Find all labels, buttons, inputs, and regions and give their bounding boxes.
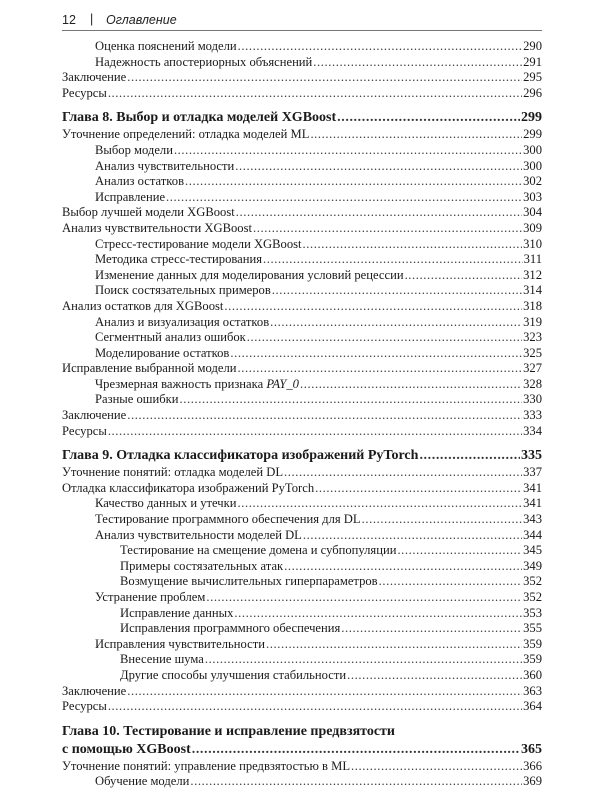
toc-entry-page: 364 [523, 699, 542, 714]
toc-entry[interactable] [62, 424, 542, 440]
toc-entry-page: 296 [523, 85, 542, 100]
chapter-page: 365 [521, 741, 542, 757]
chapter-title: с помощью XGBoost [62, 741, 191, 757]
leader-dots [127, 70, 522, 86]
toc-entry-page: 344 [523, 527, 542, 542]
leader-dots [341, 621, 522, 637]
leader-dots [206, 590, 522, 606]
toc-entry[interactable] [62, 174, 542, 190]
toc-chapter-8[interactable] [62, 109, 542, 127]
leader-dots [419, 447, 520, 465]
toc-entry-label: Исправление выбранной модели [62, 361, 237, 376]
toc-entry-label: Надежность апостериорных объяснений [95, 54, 313, 69]
toc-entry-page: 328 [523, 376, 542, 391]
toc-entry[interactable] [62, 190, 542, 206]
leader-dots [235, 159, 522, 175]
running-title: Оглавление [106, 13, 177, 27]
toc-entry-label: Выбор модели [95, 142, 173, 157]
leader-dots [185, 174, 522, 190]
toc-entry-label: Тестирование программного обеспечения для DL [95, 512, 361, 527]
toc-entry-label: Исправления программного обеспечения [120, 621, 341, 636]
toc-entry-page: 295 [523, 70, 542, 85]
toc-entry-page: 323 [523, 330, 542, 345]
toc-entry-page: 349 [523, 558, 542, 573]
toc-entry-label: Оценка пояснений модели [95, 39, 237, 53]
leader-dots [174, 143, 522, 159]
toc-entry-label: Анализ чувствительности моделей DL [95, 527, 302, 542]
toc-entry-page: 352 [523, 574, 542, 589]
toc-entry-page: 300 [523, 142, 542, 157]
toc-entry-label: Тестирование на смещение домена и субпопуляции [120, 543, 397, 558]
toc-entry[interactable] [62, 496, 542, 512]
toc-entry[interactable] [62, 86, 542, 102]
leader-dots [127, 408, 522, 424]
toc-entry-label: Обучение модели [95, 774, 190, 789]
toc-entry-page: 311 [523, 252, 542, 267]
toc-entry-label: Внесение шума [120, 652, 204, 667]
toc-entry-page: 359 [523, 652, 542, 667]
toc-entry-page: 341 [523, 480, 542, 495]
leader-dots [127, 684, 522, 700]
leader-dots [362, 512, 523, 528]
leader-dots [351, 759, 522, 775]
label-text: Чрезмерная важность признака [95, 376, 267, 391]
toc-entry[interactable] [62, 512, 542, 528]
toc-entry-label: Уточнение определений: отладка моделей ML [62, 127, 310, 142]
toc-entry-label: Моделирование остатков [95, 345, 230, 360]
toc-entry-page: 337 [523, 465, 542, 480]
toc-entry-label: Ресурсы [62, 699, 107, 714]
leader-dots [397, 543, 522, 559]
leader-dots [272, 283, 522, 299]
toc-entry[interactable] [62, 392, 542, 408]
toc-entry[interactable] [62, 55, 542, 71]
toc-entry-page: 304 [523, 205, 542, 220]
toc-entry[interactable] [62, 408, 542, 424]
toc-entry-label: Анализ остатков для XGBoost [62, 298, 224, 313]
toc-entry[interactable] [62, 39, 542, 55]
toc-entry-label: Стресс-тестирование модели XGBoost [95, 236, 302, 251]
toc-entry-page: 334 [523, 423, 542, 438]
toc-entry[interactable] [62, 315, 542, 331]
leader-dots [238, 496, 523, 512]
toc-entry-page: 353 [523, 605, 542, 620]
leader-dots [347, 668, 522, 684]
toc-entry-label [95, 377, 299, 393]
chapter-title: Глава 9. Отладка классификатора изображений PyTorch [62, 448, 419, 464]
toc-entry[interactable] [62, 481, 542, 497]
toc-entry[interactable] [62, 637, 542, 653]
toc-entry[interactable] [62, 70, 542, 86]
page-header [62, 8, 542, 31]
toc-chapter-10-title-line1[interactable]: Глава 10. Тестирование и исправление предвзятости [62, 723, 395, 739]
leader-dots [180, 392, 523, 408]
toc-entry[interactable] [62, 559, 542, 575]
toc-entry[interactable] [62, 652, 542, 668]
toc-entry-page: 355 [523, 621, 542, 636]
toc-entry-label: Возмущение вычислительных гиперпараметров [120, 574, 378, 589]
toc-entry-page: 312 [523, 267, 542, 282]
toc-entry-label: Другие способы улучшения стабильности [120, 667, 347, 682]
toc-entry-label: Ресурсы [62, 85, 107, 100]
leader-dots [337, 109, 520, 127]
leader-dots [234, 606, 522, 622]
leader-dots [108, 424, 522, 440]
toc-entry-label: Заключение [62, 408, 127, 423]
toc-entry-label: Заключение [62, 683, 127, 698]
toc-entry-label: Анализ чувствительности [95, 158, 235, 173]
toc-entry[interactable] [62, 528, 542, 544]
leader-dots [379, 574, 522, 590]
leader-dots [166, 190, 522, 206]
toc-entry[interactable] [62, 283, 542, 299]
toc-entry[interactable] [62, 606, 542, 622]
toc-entry[interactable] [62, 346, 542, 362]
leader-dots [270, 315, 522, 331]
leader-dots [315, 481, 522, 497]
page-number: 12 [62, 13, 76, 27]
toc-entry-label: Изменение данных для моделирования условий рецессии [95, 267, 404, 282]
leader-dots [247, 330, 522, 346]
toc-entry-page: 318 [523, 298, 542, 313]
toc-entry-page: 352 [523, 590, 542, 604]
toc-entry[interactable] [62, 143, 542, 159]
toc-entry-page: 327 [523, 361, 542, 376]
toc-entry[interactable] [62, 668, 542, 684]
toc-entry-label: Уточнение понятий: отладка моделей DL [62, 465, 284, 480]
toc-entry[interactable] [62, 127, 542, 143]
toc-entry-label: Сегментный анализ ошибок [95, 330, 246, 345]
leader-dots [224, 299, 522, 315]
toc-entry[interactable] [62, 252, 542, 268]
toc-entry-page: 303 [523, 189, 542, 204]
leader-dots [405, 268, 523, 284]
toc-entry-label: Анализ и визуализация остатков [95, 314, 270, 329]
toc-entry-page: 330 [523, 392, 542, 407]
toc-entry-label: Анализ остатков [95, 174, 185, 189]
toc-entry-page: 319 [523, 314, 542, 329]
toc-entry-page: 299 [523, 127, 542, 142]
leader-dots [108, 86, 522, 102]
toc-entry[interactable] [62, 377, 542, 393]
toc-entry[interactable] [62, 221, 542, 237]
toc-entry-label: Примеры состязательных атак [120, 558, 284, 573]
chapter-page: 299 [521, 110, 542, 126]
toc-entry[interactable] [62, 465, 542, 481]
toc-entry-label: Ресурсы [62, 423, 107, 438]
toc-entry-label: Исправление данных [120, 605, 234, 620]
toc-entry[interactable] [62, 699, 542, 715]
toc-entry-label: Исправления чувствительности [95, 636, 265, 651]
toc-entry-page: 345 [523, 543, 542, 558]
toc-entry[interactable] [62, 574, 542, 590]
toc-entry-page: 300 [523, 158, 542, 173]
leader-dots [108, 699, 522, 715]
leader-dots [300, 377, 522, 393]
toc-entry[interactable] [62, 159, 542, 175]
leader-dots [303, 528, 522, 544]
toc-entry-page: 363 [523, 683, 542, 698]
toc-entry[interactable] [62, 543, 542, 559]
toc-entry-page: 366 [523, 758, 542, 773]
toc-entry-label: Поиск состязательных примеров [95, 283, 271, 298]
leader-dots [310, 127, 522, 143]
toc-chapter-9[interactable] [62, 447, 542, 465]
leader-dots [253, 221, 522, 237]
toc-entry-label: Качество данных и утечки [95, 496, 237, 511]
toc-entry[interactable] [62, 590, 542, 606]
leader-dots [238, 39, 522, 55]
toc-entry-page: 309 [523, 220, 542, 235]
leader-dots [263, 252, 523, 268]
leader-dots [190, 774, 522, 790]
toc-entry-page: 333 [523, 408, 542, 423]
toc-entry[interactable] [62, 299, 542, 315]
toc-entry[interactable] [62, 774, 542, 790]
toc-entry-label: Уточнение понятий: управление предвзятостью в ML [62, 758, 351, 773]
toc-entry-page: 341 [523, 496, 542, 511]
toc-entry[interactable] [62, 621, 542, 637]
leader-dots [284, 559, 522, 575]
toc-entry-label: Методика стресс-тестирования [95, 252, 263, 267]
leader-dots [284, 465, 522, 481]
toc-entry-page: 302 [523, 174, 542, 189]
leader-dots [313, 55, 522, 71]
feature-name: PAY_0 [266, 376, 299, 391]
toc-entry-label: Выбор лучшей модели XGBoost [62, 205, 235, 220]
toc-entry-page: 325 [523, 345, 542, 360]
toc-entry[interactable] [62, 684, 542, 700]
toc-entry[interactable] [62, 330, 542, 346]
toc-entry-page: 314 [523, 283, 542, 298]
toc-entry-page: 369 [523, 774, 542, 789]
toc-entry-page: 360 [523, 667, 542, 682]
chapter-title: Глава 8. Выбор и отладка моделей XGBoost [62, 110, 337, 126]
toc-entry-page: 291 [523, 54, 542, 69]
header-separator: | [90, 12, 94, 26]
chapter-page: 335 [521, 448, 542, 464]
toc-entry-label: Исправление [95, 189, 166, 204]
toc-entry-label: Устранение проблем [95, 590, 206, 604]
toc-entry[interactable] [62, 268, 542, 284]
toc-entry-page: 343 [523, 512, 542, 527]
table-of-contents [62, 39, 542, 790]
toc-entry-label: Отладка классификатора изображений PyTorch [62, 480, 315, 495]
toc-entry[interactable] [62, 205, 542, 221]
toc-entry-label: Разные ошибки [95, 392, 179, 407]
toc-entry-page: 290 [523, 39, 542, 53]
toc-entry-page: 310 [523, 236, 542, 251]
leader-dots [303, 237, 523, 253]
toc-entry-label: Заключение [62, 70, 127, 85]
leader-dots [236, 205, 522, 221]
toc-entry-label: Анализ чувствительности XGBoost [62, 220, 253, 235]
leader-dots [266, 637, 522, 653]
toc-entry[interactable] [62, 361, 542, 377]
leader-dots [230, 346, 522, 362]
leader-dots [205, 652, 522, 668]
toc-entry-page: 359 [523, 636, 542, 651]
toc-entry[interactable] [62, 237, 542, 253]
leader-dots [237, 361, 522, 377]
toc-entry[interactable] [62, 759, 542, 775]
